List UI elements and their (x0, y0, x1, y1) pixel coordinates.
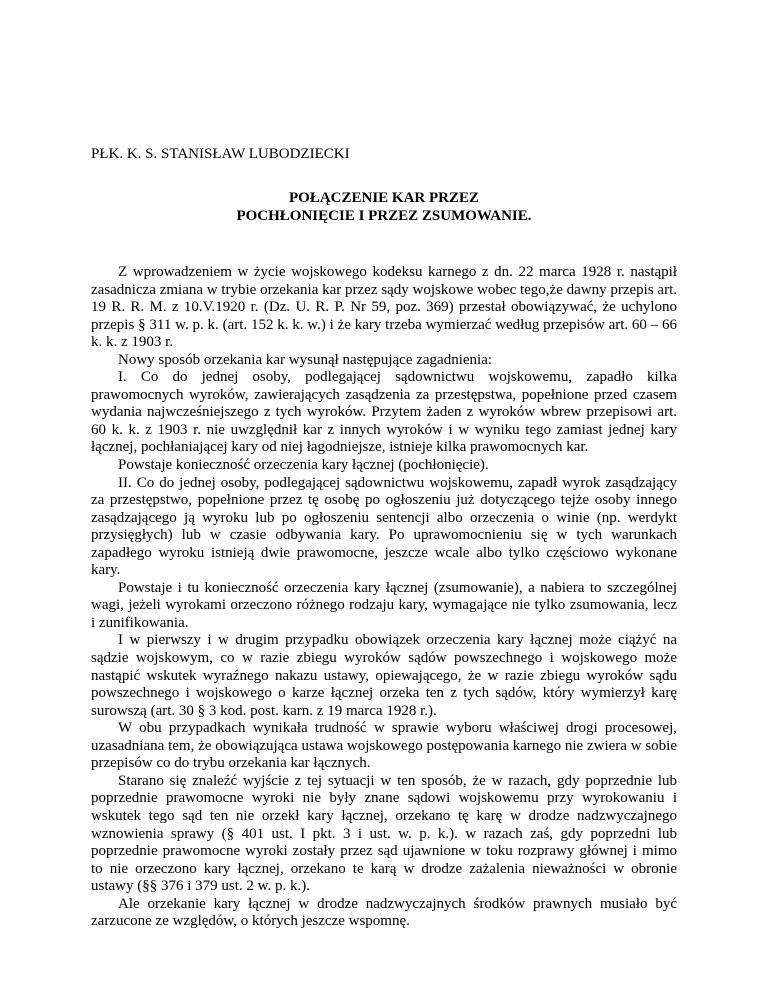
paragraph: I w pierwszy i w drugim przypadku obowiązek orzeczenia kary łącznej może ciążyć na sądzie wojskowym, co w razie zbiegu wyroków sądów powszechnego i wojskowego może nastąpić wskutek wyraźnego nakazu ustawy, opiewającego, że w razie zbiegu wyroków sądu powszechnego i wojskowego o karze łącznej orzeka ten z tych sądów, który wymierzył karę surowszą (art. 30 § 3 kod. post. karn. z 19 marca 1928 r.). (91, 632, 677, 719)
author-line: PŁK. K. S. STANISŁAW LUBODZIECKI (91, 146, 350, 162)
title-line: POCHŁONIĘCIE I PRZEZ ZSUMOWANIE. (236, 208, 532, 224)
article-title (91, 189, 677, 225)
paragraph: Ale orzekanie kary łącznej w drodze nadzwyczajnych środków prawnych musiało być zarzucone ze względów, o których jeszcze wspomnę. (91, 895, 677, 930)
paragraph: Powstaje i tu konieczność orzeczenia kary łącznej (zsumowanie), a nabiera to szczególnej wagi, jeżeli wyrokami orzeczono różnego rodzaju kary, wymagające nie tylko zsumowania, lecz i zunifikowania. (91, 579, 677, 631)
article-body (91, 264, 677, 931)
paragraph: II. Co do jednej osoby, podlegającej sądownictwu wojskowemu, zapadł wyrok zasądzający za przestępstwo, popełnione przez tę osobę po ogłoszeniu już dotyczącego tejże osoby innego zasądzającego ją wyroku lub po ogłoszeniu sentencji albo orzeczenia o winie (np. werdykt przysięgłych) lub w czasie odbywania kary. Po uprawomocnieniu się w tych warunkach zapadłego wyroku istnieją dwie prawomocne, jeszcze wcale albo tylko częściowo wykonane kary. (91, 474, 677, 579)
paragraph: Starano się znaleźć wyjście z tej sytuacji w ten sposób, że w razach, gdy poprzednie lub poprzednie prawomocne wyroki nie były znane sądowi wojskowemu przy wyrokowaniu i wskutek tego sąd ten nie orzekł kary łącznej, orzekano tę karę w drodze nadzwyczajnego wznowienia sprawy (§ 401 ust. I pkt. 3 i ust. w. p. k.). w razach zaś, gdy poprzedni lub poprzednie prawomocne wyroki zostały przez sąd ujawnione w toku rozprawy głównej i mimo to nie orzeczono kary łącznej, orzekano te karą w drodze zażalenia nieważności w obronie ustawy (§§ 376 i 379 ust. 2 w. p. k.). (91, 772, 677, 895)
paragraph: W obu przypadkach wynikała trudność w sprawie wyboru właściwej drogi procesowej, uzasadniana tem, że obowiązująca ustawa wojskowego postępowania karnego nie zwiera w sobie przepisów co do trybu orzekania kar łącznych. (91, 720, 677, 772)
paragraph: Powstaje konieczność orzeczenia kary łącznej (pochłonięcie). (118, 457, 489, 474)
paragraph: Z wprowadzeniem w życie wojskowego kodeksu karnego z dn. 22 marca 1928 r. nastąpił zasadnicza zmiana w trybie orzekania kar przez sądy wojskowe wobec tego,że dawny przepis art. 19 R. R. M. z 10.V.1920 r. (Dz. U. R. P. Nr 59, poz. 369) przestał obowiązywać, że uchylono przepis § 311 w. p. k. (art. 152 k. k. w.) i że kary trzeba wymierzać według przepisów art. 60 – 66 k. k. z 1903 r. (91, 264, 677, 351)
paragraph: Nowy sposób orzekania kar wysunął następujące zagadnienia: (118, 351, 493, 368)
paragraph: I. Co do jednej osoby, podlegającej sądownictwu wojskowemu, zapadło kilka prawomocnych wyroków, zawierających zasądzenia za przestępstwa, popełnione przed czasem wydania najwcześniejszego z tych wyroków. Przytem żaden z wyroków wbrew przepisowi art. 60 k. k. z 1903 r. nie uwzględnił kar z innych wyroków i w wyniku tego zamiast jednej kary łącznej, pochłaniającej kary od niej łagodniejsze, istnieje kilka prawomocnych kar. (91, 369, 677, 456)
title-line: POŁĄCZENIE KAR PRZEZ (288, 190, 480, 206)
